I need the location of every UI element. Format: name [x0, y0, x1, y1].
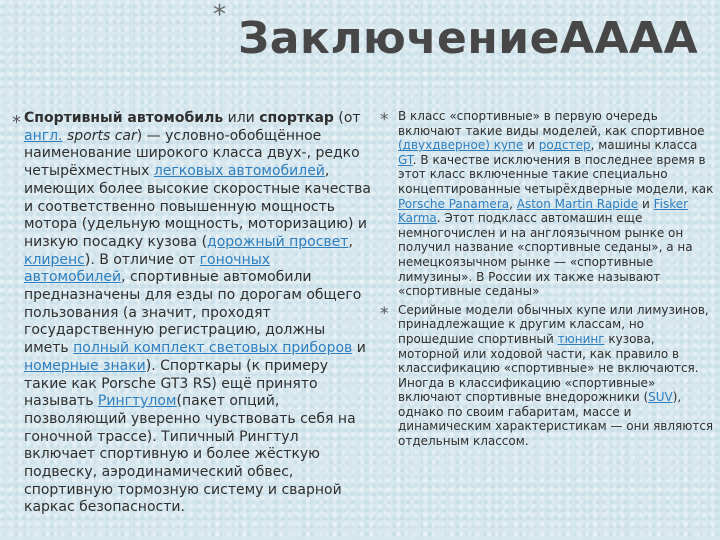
left-text-run: (пакет опций, позволяющий уверенно чувствовать себя на гоночной трассе). Типичный Рингтул включает спортивную и более жёсткую подвеску, аэродинамический обвес, спортивную тормозную систему и сварной каркас безопасности. [24, 393, 356, 516]
right-text-run: и [638, 196, 654, 211]
left-text-run: ). В отличие от [84, 251, 200, 268]
right-bullet-2: * [380, 303, 389, 324]
right-text-run: Серийные модели обычных купе или лимузинов, принадлежащие к другим классам, но прошедшие спортивный [398, 302, 709, 346]
link-lighting-set[interactable]: полный комплект световых приборов [73, 340, 353, 357]
link-ringtool[interactable]: Рингтулом [97, 393, 177, 410]
left-text-run: , [348, 233, 353, 250]
left-text-run: ). Спорткары (к примеру такие как Porsche GT3 RS) ещё принято называть [24, 357, 328, 410]
title-area [0, 0, 720, 70]
link-tuning[interactable]: тюнинг [557, 331, 605, 346]
right-column [378, 109, 714, 449]
link-roadster[interactable]: родстер [538, 138, 591, 153]
left-text-run: (от [333, 110, 361, 126]
link-passenger-cars[interactable]: легковых автомобилей [153, 163, 325, 180]
left-text-run: , имеющих более высокие скоростные качества и соответственно повышенную мощность мотора (удельную мощность, моторизацию) и низкую посадку кузова ( [24, 163, 371, 250]
left-text-run: , спортивные автомобили предназначены для езды по дорогам общего пользования (а значит, проходят государственную регистрацию, должны иметь [24, 269, 362, 357]
right-text-run: , машины класса [590, 138, 698, 153]
right-text-2 [398, 303, 714, 449]
left-text-run: и [352, 340, 366, 357]
link-racing-cars[interactable]: гоночных автомобилей [24, 251, 271, 286]
right-bullet-1: * [380, 110, 389, 130]
page-title: ЗаключениеАААА [238, 13, 699, 64]
link-suv[interactable]: SUV [648, 390, 673, 405]
left-column [12, 110, 372, 517]
link-aston-martin-rapide[interactable]: Aston Martin Rapide [516, 196, 639, 211]
link-clearance[interactable]: клиренс [24, 251, 85, 268]
right-paragraph-2 [378, 303, 714, 449]
right-text-run: ), однако по своим габаритам, массе и динамическим характеристикам — они являются отдельным классом. [398, 390, 714, 449]
right-text-run: . В качестве исключения в последнее время в этот класс включенные такие специально концептированные четырёхдверные модели, как [398, 152, 714, 196]
term-sportscar: спорткар [259, 110, 334, 126]
left-paragraph [12, 110, 372, 517]
right-text-run: кузова, моторной или ходовой части, как правило в классификацию «спортивные» не включаются. Иногда в классификацию «спортивные» включают спортивные внедорожники ( [398, 331, 699, 405]
term-sports-car: Спортивный автомобиль [24, 110, 224, 126]
link-porsche-panamera[interactable]: Porsche Panamera [398, 196, 510, 211]
link-ground-clearance[interactable]: дорожный просвет [207, 233, 349, 250]
title-bullet: * [213, 0, 226, 30]
right-text-1 [398, 109, 714, 299]
link-english[interactable]: англ. [24, 127, 63, 144]
left-text-run: ) — условно-обобщённое наименование широкого класса двух-, редко четырёхместных [24, 127, 360, 180]
term-english-sports-car: sports car [66, 127, 137, 144]
right-text-run: , [509, 196, 517, 211]
right-text-run: и [523, 138, 539, 153]
right-text-run: В класс «спортивные» в первую очередь включают такие виды моделей, как спортивное [398, 109, 705, 138]
link-gt[interactable]: GT [398, 152, 413, 167]
right-text-run: . Этот подкласс автомашин еще немногочислен и на англоязычном рынке он получил название «спортивные седаны», а на немецкоязычном рынке — «спортивные лимузины». В России их также называют «спортивные седаны» [398, 211, 693, 299]
left-bullet: * [12, 112, 21, 133]
link-coupe[interactable]: (двухдверное) купе [398, 138, 524, 153]
left-text-run: или [223, 110, 260, 126]
right-paragraph-1 [378, 109, 714, 299]
left-text [24, 110, 372, 517]
link-fisker-karma[interactable]: Fisker Karma [398, 196, 689, 226]
link-license-plates[interactable]: номерные знаки [24, 357, 146, 374]
